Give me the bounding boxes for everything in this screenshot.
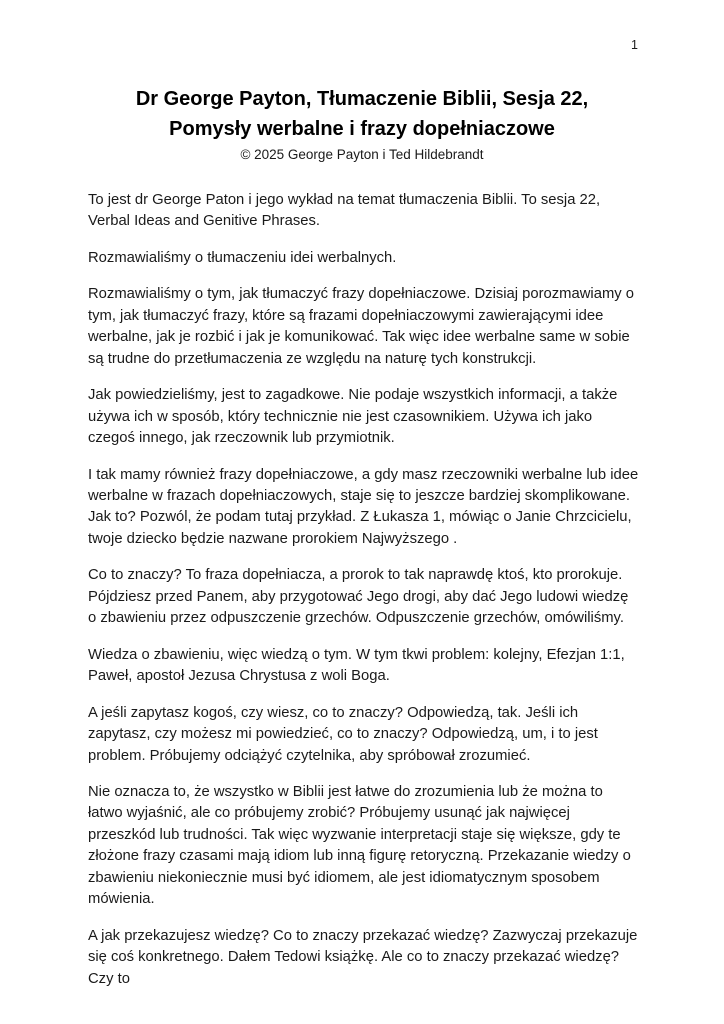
title-line-1: Dr George Payton, Tłumaczenie Biblii, Sesja 22, (135, 88, 589, 110)
page-number: 1 (631, 38, 638, 52)
paragraph: Nie oznacza to, że wszystko w Biblii jest łatwe do zrozumienia lub że można to łatwo wyjaśnić, ale co próbujemy zrobić? Próbujemy usunąć jak najwięcej przeszkód lub trudności. Tak więc wyzwanie interpretacji staje się większe, gdy te złożone frazy czasami mają idiom lub inną figurę retoryczną. Przekazanie wiedzy o zbawieniu niekoniecznie musi być idiomem, ale jest idiomatycznym sposobem mówienia. (88, 783, 631, 908)
title-line-2: Pomysły werbalne i frazy dopełniaczowe (169, 118, 555, 140)
paragraph: Wiedza o zbawieniu, więc wiedzą o tym. W tym tkwi problem: kolejny, Efezjan 1:1, Paweł, apostoł Jezusa Chrystusa z woli Boga. (88, 646, 625, 685)
copyright-line: © 2025 George Payton i Ted Hildebrandt (240, 147, 484, 162)
document-body (88, 190, 640, 990)
paragraph: Rozmawialiśmy o tłumaczeniu idei werbalnych. (88, 249, 397, 266)
paragraph: To jest dr George Paton i jego wykład na temat tłumaczenia Biblii. To sesja 22, Verbal Ideas and Genitive Phrases. (88, 192, 601, 230)
paragraph: I tak mamy również frazy dopełniaczowe, a gdy masz rzeczowniki werbalne lub idee werbalne w frazach dopełniaczowych, staje się to jeszcze bardziej skomplikowane. Jak to? Pozwól, że podam tutaj przykład. Z Łukasza 1, mówiąc o Janie Chrzcicielu, twoje dziecko będzie nazwane prorokiem Najwyższego . (88, 466, 639, 547)
paragraph: Rozmawialiśmy o tym, jak tłumaczyć frazy dopełniaczowe. Dzisiaj porozmawiamy o tym, jak tłumaczyć frazy, które są frazami dopełniaczowymi zawierającymi idee werbalne, jak je rozbić i jak je komunikować. Tak więc idee werbalne same w sobie są trudne do przetłumaczenia ze względu na naturę tych konstrukcji. (88, 286, 635, 367)
document-title (70, 84, 654, 144)
paragraph: Jak powiedzieliśmy, jest to zagadkowe. Nie podaje wszystkich informacji, a także używa ich w sposób, który technicznie nie jest czasownikiem. Używa ich jako czegoś innego, jak rzeczownik lub przymiotnik. (88, 387, 618, 447)
paragraph: A jak przekazujesz wiedzę? Co to znaczy przekazać wiedzę? Zazwyczaj przekazuje się coś konkretnego. Dałem Tedowi książkę. Ale co to znaczy przekazać wiedzę? Czy to (88, 927, 638, 987)
paragraph: Co to znaczy? To fraza dopełniacza, a prorok to tak naprawdę ktoś, kto prorokuje. Pójdziesz przed Panem, aby przygotować Jego drogi, aby dać Jego ludowi wiedzę o zbawieniu przez odpuszczenie grzechów. Odpuszczenie grzechów, omówiliśmy. (88, 567, 629, 627)
paragraph: A jeśli zapytasz kogoś, czy wiesz, co to znaczy? Odpowiedzą, tak. Jeśli ich zapytasz, czy możesz mi powiedzieć, co to znaczy? Odpowiedzą, um, i to jest problem. Próbujemy odciążyć czytelnika, aby spróbował zrozumieć. (88, 704, 598, 764)
